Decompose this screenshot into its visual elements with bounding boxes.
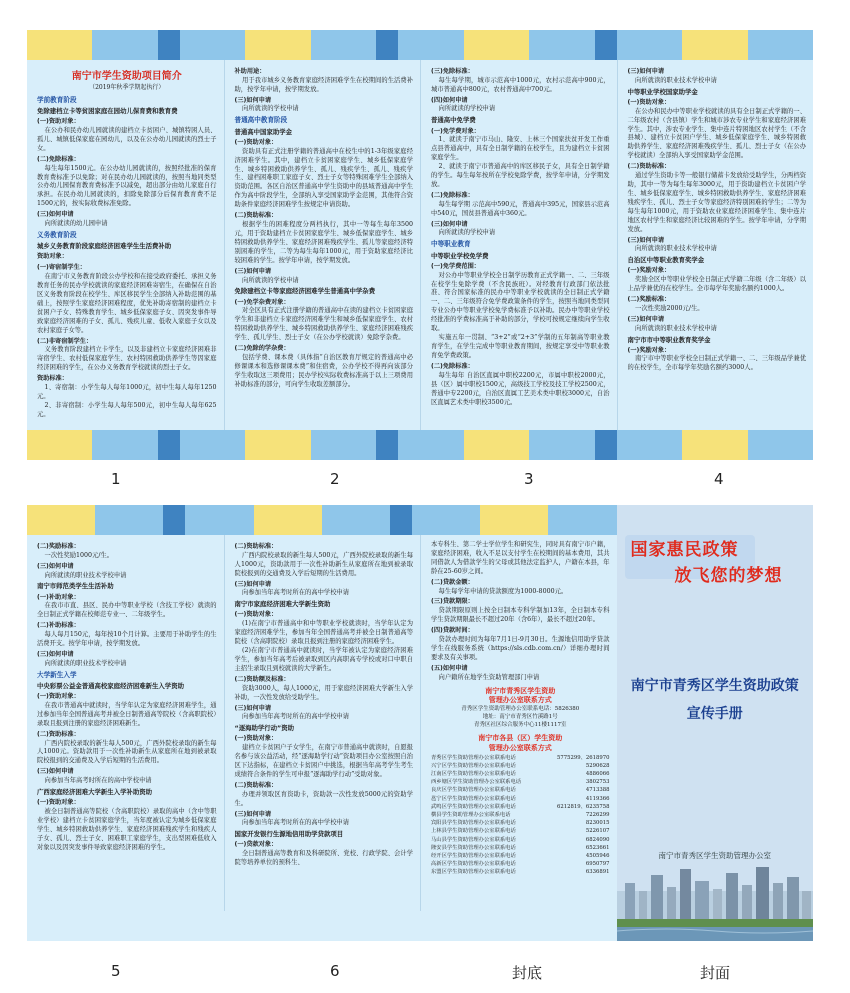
- contact-list: [431, 754, 610, 877]
- sub-heading: (三)如何申请: [234, 96, 272, 104]
- item-heading: 普通高中国家助学金: [234, 127, 293, 136]
- sub-heading: (二)补助标准：: [37, 622, 80, 630]
- front-cover: [617, 505, 814, 941]
- paragraph: 每生每年 自治区直属中职校2200元，市属中职校2000元，县（区）属中职校1500元，高级技工学校及技工学校2500元，普通中专2200元，自治区直属工艺美术类中职校3000元，自治区直属艺术类中职校3500元。: [431, 371, 610, 406]
- sub-heading: (二)资助标准：: [627, 163, 671, 171]
- brochure-inside-spread: [27, 30, 813, 460]
- contact-office: 高新区学生资助管理办公室联系电话: [431, 861, 516, 868]
- sub-heading: 补助用途：: [234, 68, 266, 75]
- sub-heading: (一)寄宿制学生：: [37, 264, 86, 272]
- page-label: 2: [330, 470, 340, 488]
- contact-row: [431, 786, 610, 794]
- paragraph: 1、就读于南宁市马山、隆安、上林三个国家扶贫开发工作重点县普通高中，具有全日制学籍的在校学生，且为建档立卡贫困家庭学生。: [431, 136, 610, 162]
- contact-row: [431, 803, 610, 811]
- paragraph: 资助具有正式注册学籍的普通高中在校生中的1-3年级家庭经济困难学生。其中，建档立卡贫困家庭学生、城乡低保家庭学生、城乡特困救助供养学生、孤儿、残疾学生、孤儿、残疾学生、建档困难职工家庭子女、烈士子女等特殊困难学生全部纳入资助范围。各区自治区普通高中学生资助中的县域普通高中学生作为高中阶段学生，全部纳入享受国家助学金范围，其他符合资助条件家庭经济困难学生按规定申请资助。: [234, 147, 413, 209]
- contact-phone: 6523661: [585, 844, 610, 851]
- paragraph: 资助3000人，每人1000元，用于家庭经济困难大学新生入学补助，一次性发放给受助学生。: [234, 684, 413, 701]
- panel-5-content: [37, 543, 217, 853]
- item-heading: “逐海助学行动”资助: [234, 724, 295, 733]
- paragraph: 一次性奖励2000元/生。: [635, 304, 704, 312]
- panel-3: [420, 60, 617, 430]
- contact-row: [431, 868, 610, 876]
- sub-heading: (一)资助对象：: [234, 611, 278, 619]
- sub-heading: (四)如何申请: [431, 96, 468, 104]
- paragraph: 向户籍所在地学生资助管理部门申请: [438, 673, 540, 681]
- sub-heading: (三)免除标准：: [431, 68, 474, 75]
- district-contact-box: [431, 734, 610, 877]
- paragraph: 每生每年1500元。在公办幼儿园就读的，按照经批准的保育教育费标准予以免除；对在民办幼儿园就读的，按照当地同类型公办幼儿园保育教育费标准予以减免，超出部分由幼儿家庭自行承担。在民办幼儿园就读的，扣除免除部分后保育教育费不足1500元的，按实际收费标准免除。: [37, 164, 217, 208]
- section-heading: 大学新生入学: [37, 670, 77, 679]
- brochure-subtitle: （2019年秋季学期起执行）: [89, 84, 165, 92]
- sub-heading: (二)免除的学杂费：: [234, 345, 290, 353]
- paragraph: 2、非寄宿制：小学生每人每年500元，初中生每人每年625元。: [37, 401, 217, 418]
- contact-line: 青秀区学生资助管理办公室联系电话：5826380: [461, 706, 580, 713]
- sub-heading: (三)如何申请: [37, 650, 74, 658]
- contact-row: [431, 795, 610, 803]
- sub-heading: (五)如何申请: [431, 664, 468, 672]
- item-heading: 城乡义务教育阶段家庭经济困难学生生活费补助: [37, 242, 172, 251]
- contact-line: 青秀区社区综合服务中心11楼1117室: [474, 721, 567, 728]
- paragraph: 贷款期限原则上按全日制本专科学制加13年，全日制本专科学生贷款期限最长不超过20年（含6年），最长不超过20年。: [431, 607, 610, 624]
- page-label: 4: [714, 470, 724, 488]
- contact-title: 南宁市各县（区）学生资助: [478, 733, 563, 742]
- contact-row: [431, 754, 610, 762]
- paragraph: 向参加当年高考时所在的高中学校申请: [242, 589, 350, 597]
- sub-heading: (二)奖励标准：: [627, 296, 671, 304]
- item-heading: 中等职业学校国家助学金: [627, 87, 698, 96]
- contact-office: 良庆区学生资助管理办公室联系电话: [431, 787, 516, 794]
- contact-title: 管理办公室联系方式: [488, 743, 552, 752]
- sub-heading: (一)资助对象：: [234, 138, 278, 146]
- contact-phone: 4886066: [585, 771, 610, 778]
- paragraph: 在公办和民办中等职业学校就读的具有全日制正式学籍的一、二年级农村（含县镇）学生和城市涉农专业学生和家庭经济困难学生。其中，涉农专业学生、集中连片特困地区农村学生（不含县城）、建档立卡贫困户学生、城乡低保家庭学生、城乡特困救助供养学生、家庭经济困难残疾学生、孤儿、烈士子女（在公办学校就读）全部纳入享受国家助学金范围。: [627, 107, 806, 160]
- paragraph: 在公办和民办幼儿园就读的建档立卡贫困户、城镇特困人员、孤儿、城镇低保家庭在园幼儿，以及在公办幼儿园就读的烈士子女。: [37, 126, 217, 152]
- paragraph: 奖励全区中等职业学校全日制正式学籍二年级（含二年级）以上品学兼优的在校学生。全市每学年奖励名额约1000人。: [627, 276, 806, 293]
- sub-heading: (二)奖励标准：: [37, 543, 80, 550]
- panel-6: [224, 535, 421, 911]
- paragraph: 在我市普通高中就读时，当学年认定为家庭经济困难学生，通过参加当年全国普通高考并被全日制普通高等院校（含高职院校）录取且报到注册的家庭经济困难新生。: [37, 701, 217, 727]
- section-heading: 义务教育阶段: [37, 230, 77, 239]
- sub-heading: (一)奖励对象：: [627, 346, 671, 354]
- top-decor-stripe: [27, 505, 617, 535]
- item-heading: 南宁市家庭经济困难大学新生资助: [234, 600, 331, 609]
- paragraph: 广西内院校录取的新生每人500元，广西外院校录取的新生每人1000元。资助款用于一次性补助新生从家庭所在地到被录取院校报到的交通费及入学后短期的生活费用。: [37, 739, 217, 765]
- sub-heading: (二)资助标准：: [37, 730, 80, 738]
- contact-phone: 3802753: [585, 779, 610, 786]
- paragraph: 向参加当年高考时所在的高中学校申请: [44, 777, 152, 785]
- contact-office: 隆安县学生资助管理办公室联系电话: [431, 844, 516, 851]
- contact-office: 邕宁区学生资助管理办公室联系电话: [431, 795, 516, 802]
- paragraph: 向所就读的职业技术学校申请: [635, 245, 717, 253]
- sub-heading: (三)如何申请: [627, 315, 665, 323]
- paragraph: 一次性奖励1000元/生。: [44, 551, 114, 559]
- paragraph: 向所就读的职业技术学校申请: [635, 324, 717, 332]
- paragraph: 向所就读的学校申请: [242, 105, 299, 113]
- contact-row: [431, 762, 610, 770]
- paragraph: 向所就读的学校申请: [438, 229, 496, 237]
- sub-heading: (二)资助额及标准：: [234, 675, 290, 683]
- contact-phone: 6950797: [585, 861, 610, 868]
- sub-heading: (一)资助对象：: [37, 799, 80, 807]
- sub-heading: (三)如何申请: [234, 704, 272, 712]
- paragraph: 2、就读于南宁市普通高中的库区移民子女，具有全日制学籍的学生。每生每年按所在学校免除学费，按学年申请，分学期发放。: [431, 163, 610, 188]
- page-label: 5: [111, 962, 121, 980]
- section-heading: 学前教育阶段: [37, 95, 77, 104]
- cover-slogan-2: 放飞您的梦想: [674, 566, 783, 586]
- sub-heading: 资助标准：: [37, 375, 68, 383]
- contact-row: [431, 827, 610, 835]
- contact-row: [431, 860, 610, 868]
- contact-office: 宾阳县学生资助管理办公室联系电话: [431, 820, 516, 827]
- contact-office: 上林县学生资助管理办公室联系电话: [431, 828, 516, 835]
- panel-1: [27, 60, 224, 430]
- sub-heading: (三)如何申请: [234, 810, 272, 818]
- panel-6-content: [235, 543, 414, 868]
- sub-heading: (一)补助对象：: [37, 593, 80, 601]
- paragraph: (2)在南宁市普通高中就读时，当学年被认定为家庭经济困难学生，参加当年高考后被录取到区内高职高专学校或对口中职自主招生录取且到校就读的大学新生。: [234, 647, 413, 672]
- contact-line: 地址：南宁市青秀区竹溪路1号: [482, 714, 558, 721]
- contact-phone: 5290628: [585, 762, 610, 769]
- sub-heading: (二)免除标准：: [37, 155, 80, 163]
- paragraph: 每人每月150元，每年按10个月计算。主要用于补助学生的生活费开支。按学年申请，按学期发放。: [37, 631, 217, 647]
- paragraph: 向所就读的职业技术学校申请: [635, 76, 717, 84]
- sub-heading: (一)资助对象：: [627, 98, 671, 106]
- contact-phone: 4505946: [585, 853, 610, 860]
- sub-heading: (四)贷款时间：: [431, 627, 474, 635]
- sub-heading: (二)免除标准：: [431, 362, 474, 370]
- item-heading: 广西家庭经济困难大学新生入学补助资助: [37, 788, 153, 797]
- sub-heading: (三)如何申请: [627, 68, 665, 75]
- contact-phone: 5226107: [585, 828, 610, 835]
- contact-office: 武鸣区学生资助管理办公室联系电话: [431, 803, 516, 810]
- paragraph: 用于我市城乡义务教育家庭经济困难学生在校期间的生活费补助，按学年申请，按学期发放。: [234, 76, 413, 93]
- contact-office: 西乡塘区学生资助管理办公室联系电话: [431, 779, 522, 786]
- sub-heading: (一)免学杂费对象：: [234, 298, 290, 306]
- panel-1-content: [37, 96, 217, 420]
- contact-office: 江南区学生资助管理办公室联系电话: [431, 771, 516, 778]
- contact-title: 南宁市青秀区学生资助: [485, 686, 556, 695]
- item-heading: 中央彩票公益金普通高校家庭经济困难新生入学资助: [37, 682, 184, 690]
- top-decor-stripe: [27, 30, 813, 60]
- paragraph: 向所就读的学校申请: [438, 105, 496, 113]
- sub-heading: (一)资助对象：: [37, 693, 80, 701]
- cover-title: 南宁市青秀区学生资助政策: [630, 678, 799, 694]
- paragraph: 向所就读的学校申请: [242, 276, 299, 284]
- back-cover-content: [431, 541, 610, 683]
- contact-office: 兴宁区学生资助管理办公室联系电话: [431, 762, 516, 769]
- contact-row: [431, 844, 610, 852]
- brochure-title: 南宁市学生资助项目简介: [71, 71, 182, 82]
- paragraph: 包括学费、课本费（具体指“自治区教育厅规定的普通高中必修课课本和选修课课本费”和住宿费，公办学校不得再向该部分学生收取这三项费用；民办学校实际收费标准高于以上三项费用补助标准的部分，可向学生收取差额部分。: [234, 353, 413, 388]
- sub-heading: (三)如何申请: [234, 580, 272, 588]
- section-heading: 中等职业教育: [431, 240, 471, 249]
- panel-5: [27, 535, 224, 911]
- paragraph: 义务教育阶段建档立卡学生，以及非建档立卡家庭经济困难非寄宿学生、农村低保家庭学生、农村特困救助供养学生等因家庭经济困难的学生，在公办义务教育学校就读的烈士子女。: [37, 346, 217, 372]
- paragraph: 南宁市中等职业学校全日制正式学籍一、二、三年级品学兼优的在校学生，全市每学年奖励名额约3000人。: [627, 355, 806, 372]
- contact-phone: 6824090: [585, 836, 610, 843]
- item-heading: 免除建档立卡等贫困家庭在园幼儿保育费和教育费: [37, 107, 178, 116]
- cover-org: 南宁市青秀区学生资助管理办公室: [658, 851, 771, 860]
- paragraph: 每生每学年申请的贷款额度为1000-8000元。: [438, 587, 568, 595]
- contact-row: [431, 852, 610, 860]
- sub-heading: (二)资助标准：: [234, 212, 278, 220]
- page-label: 6: [330, 962, 340, 980]
- paragraph: 向所就读的职业技术学校申请: [44, 659, 127, 667]
- sub-heading: (三)如何申请: [431, 220, 468, 228]
- sub-heading: (二)非寄宿制学生：: [37, 337, 93, 345]
- panel-4-content: [628, 68, 807, 373]
- item-heading: 中等职业学校免学费: [431, 251, 489, 260]
- paragraph: 在南宁市义务教育阶段公办学校和在接受政府委托、承担义务教育任务的民办学校就读的家庭经济困难寄宿生，在确保在自治区义务教育阶段在校学生、库区移民学生全部纳入补助范围的基础上，按照学生家庭经济困难程度，优先补助寄宿制的建档立卡贫困户子女、特殊教育学生、城乡低保家庭子女、因突发事件导致家庭经济困难的子女、孤儿、残疾儿童、低收入家庭子女以及农村家庭子女等。: [37, 273, 217, 334]
- contact-row: [431, 778, 610, 786]
- paragraph: 贷款办理时间为每年7月1日-9月30日。生源地信用助学贷款学生在线服务系统（https://sls.cdb.com.cn/）详细办理时间要求及有关事项。: [431, 635, 610, 661]
- contact-phone: 6212819、6235758: [557, 803, 610, 810]
- contact-row: [431, 811, 610, 819]
- sub-heading: (一)奖励对象：: [627, 267, 671, 275]
- paragraph: 对全区具有正式注册学籍的普通高中在读的建档立卡贫困家庭学生和非建档立卡家庭经济困难学生和城乡低保家庭学生、农村特困救助供养学生、城乡特困救助供养学生、家庭经济困难残疾学生、孤儿学生、烈士子女（在公办学校就读）免除学杂费。: [234, 307, 413, 342]
- item-heading: 免除建档立卡等家庭经济困难学生普通高中学杂费: [234, 287, 376, 296]
- paragraph: 对公办中等职业学校全日制学历教育正式学籍一、二、三年级在校学生免除学费（不含民族班）。对经教育行政部门依法批准、符合国家标准的民办中等职业学校就读的全日制正式学籍一、二、三年级符合免学费政策条件的学生，按照当地同类型同专业公办中等职业学校免学费标准予以补助。民办中等职业学校经批准的学费标准高于补助的部分，学校可按规定继续向学生收取。: [431, 271, 610, 333]
- qingxiu-contact-box: [431, 687, 610, 730]
- sub-heading: (二)贷款金额：: [431, 578, 474, 586]
- sub-heading: (一)免学费对象：: [431, 127, 480, 135]
- paragraph: 通过学生资助卡等一般银行储蓄卡发放给受助学生，分两档资助，其中一等为每生每年3000元，用于资助建档立卡贫困户学生、城乡低保家庭学生、城乡特困救助供养学生、家庭经济困难残疾学生、孤儿、烈士子女等家庭经济特别困难的学生；二等为每生每年1000元，用于资助农业家庭经济困难学生、集中连片地区农村学生和家庭经济比较困难的学生。按学年申请，分学期发放。: [627, 172, 806, 233]
- paragraph: 建档立卡贫困户子女学生，在南宁市普通高中就读时，自愿报名参与该公益活动，经“逐海助学行动”资助项目办公室按照自治区下达指标，在建档立卡贫困户中挑选，根据当年高考学生考生成绩符合条件的学生可申报“逐海助学行动”受助对象。: [234, 744, 413, 778]
- sub-heading: (二)资助标准：: [234, 543, 278, 550]
- page-label: 1: [111, 470, 121, 488]
- paragraph: 实施五年一贯制、“3+2”或“2+3”学制的五年制高等职业教育学生，在学生完成中等职业教育期间，按规定享受中等职业教育免学费政策。: [431, 334, 610, 360]
- sub-heading: (三)贷款期限：: [431, 598, 474, 606]
- paragraph: 被全日制普通高等院校（含高职院校）录取的高中（含中等职业学校）建档立卡贫困家庭学生，当年度被认定为城乡低保家庭学生、城乡特困救助供养学生、家庭经济困难残疾学生和残疾人子女、孤儿、烈士子女、困难职工家庭学生，支出型困难低收入对象以及因突发事件导致家庭经济困难的学生。: [37, 807, 217, 851]
- page-label: 封面: [700, 964, 731, 982]
- item-heading: 南宁市师范类学生生活补助: [37, 582, 114, 591]
- panel-2-content: [235, 68, 414, 390]
- contact-phone: 6336891: [585, 869, 610, 876]
- sub-heading: (一)资助对象：: [37, 118, 80, 126]
- contact-phone: 4713388: [585, 787, 610, 794]
- sub-heading: (一)资助对象：: [234, 735, 278, 743]
- paragraph: 每生每学期 示范高中590元，普通高中395元，国家县示范高中540元，国贫县普通高中360元。: [431, 200, 610, 217]
- paragraph: 向所就读的职业技术学校申请: [44, 571, 127, 579]
- paragraph: 全日制普通高等教育和及科研院所、党校、行政学院、会计学院等培养单位的预科生、: [234, 850, 413, 867]
- cover-slogan-1: 国家惠民政策: [630, 540, 739, 560]
- panel-2: [224, 60, 421, 430]
- sub-heading: (三)如何申请: [37, 562, 74, 570]
- page-label: 封底: [512, 964, 543, 982]
- contact-office: 马山县学生资助管理办公室联系电话: [431, 836, 516, 843]
- contact-row: [431, 819, 610, 827]
- contact-row: [431, 836, 610, 844]
- contact-office: 横县学生资助管理办公室联系电话: [431, 812, 511, 819]
- item-heading: 国家开发银行生源地信用助学贷款项目: [234, 830, 344, 839]
- contact-title: 管理办公室联系方式: [488, 696, 552, 705]
- panel-3-content: [431, 68, 610, 408]
- paragraph: 向参加当年高考时所在的高中学校申请: [242, 819, 350, 827]
- sub-heading: (三)如何申请: [37, 211, 74, 219]
- bottom-decor-stripe: [27, 430, 813, 460]
- contact-office: 经开区学生资助管理办公室联系电话: [431, 853, 516, 860]
- item-heading: 南宁市市中等职业教育奖学金: [627, 335, 711, 344]
- paragraph: 广西内院校录取的新生每人500元，广西外院校录取的新生每人1000元，资助款用于一次性补助新生从家庭所在地到被录取院校报到的交通费及入学后短期的生活费用。: [234, 551, 413, 577]
- paragraph: 办理并领取区育资助卡，资助款一次性发放5000元的资助学生。: [234, 790, 413, 807]
- sub-heading: (二)免除标准：: [431, 191, 474, 199]
- cover-subtitle: 宣传手册: [686, 706, 743, 722]
- sub-heading: 资助对象：: [37, 253, 68, 261]
- item-heading: 自治区中等职业教育奖学金: [627, 256, 705, 265]
- paragraph: 每生每学期，城市示范高中1000元，农村示范高中900元，城市普通高中800元，农村普通高中700元。: [431, 76, 610, 93]
- brochure-outside-spread: [27, 505, 813, 941]
- contact-office: 东盟区学生资助管理办公室联系电话: [431, 869, 516, 876]
- contact-row: [431, 770, 610, 778]
- page-label: 3: [524, 470, 534, 488]
- sub-heading: (一)免学费范围：: [431, 262, 480, 270]
- city-skyline-image: [617, 861, 813, 941]
- paragraph: 向所就读的幼儿园申请: [44, 220, 108, 228]
- sub-heading: (三)如何申请: [37, 768, 74, 776]
- paragraph: 1、寄宿制：小学生每人每年1000元，初中生每人每年1250元。: [37, 384, 217, 400]
- sub-heading: (三)如何申请: [627, 236, 665, 244]
- panel-4: [617, 60, 814, 430]
- sub-heading: (一)贷款对象：: [234, 841, 278, 849]
- sub-heading: (二)资助标准：: [234, 781, 278, 789]
- contact-office: 青秀区学生资助管理办公室联系电话: [431, 754, 516, 761]
- section-heading: 普通高中教育阶段: [234, 116, 288, 125]
- item-heading: 普通高中免学费: [431, 116, 476, 125]
- paragraph: 向参加当年高考时所在的高中学校申请: [242, 713, 350, 721]
- contact-phone: 8230015: [585, 820, 610, 827]
- paragraph: 在我市市直、县区、民办中等职业学校（含技工学校）就读的全日制正式学籍在校师范专业一、二年级学生。: [37, 602, 217, 619]
- panel-back-cover: [420, 535, 617, 911]
- contact-phone: 5775299、2618970: [557, 754, 610, 761]
- contact-phone: 7226299: [585, 812, 610, 819]
- paragraph: (1)在南宁市普通高中和中等职业学校就读时，当学年认定为家庭经济困难学生，参加当年全国普通高考并被全日制普通高等院校（含高职院校）录取且报到注册的家庭经济困难学生。: [234, 620, 413, 646]
- paragraph: 根据学生的困难程度分两档执行，其中一等每生每年3500元，用于资助建档立卡贫困家庭学生、城乡低保家庭学生、城乡特困救助供养学生、家庭经济困难残疾学生、孤儿等家庭经济特别困难的学生，二等为每生每年1000元，用于资助家庭经济比较困难的学生。按学年申请，按学期发放。: [234, 221, 413, 264]
- contact-phone: 4119366: [585, 795, 610, 802]
- sub-heading: (三)如何申请: [234, 267, 272, 275]
- paragraph: 本专科生、第二学士学位学生和研究生，同时具有南宁市户籍，家庭经济困难，收入不足以支付学生在校期间的基本费用，其共同借款人为借款学生的父母或其他法定监护人，户籍在本县，年龄在25-60岁之间。: [431, 541, 610, 575]
